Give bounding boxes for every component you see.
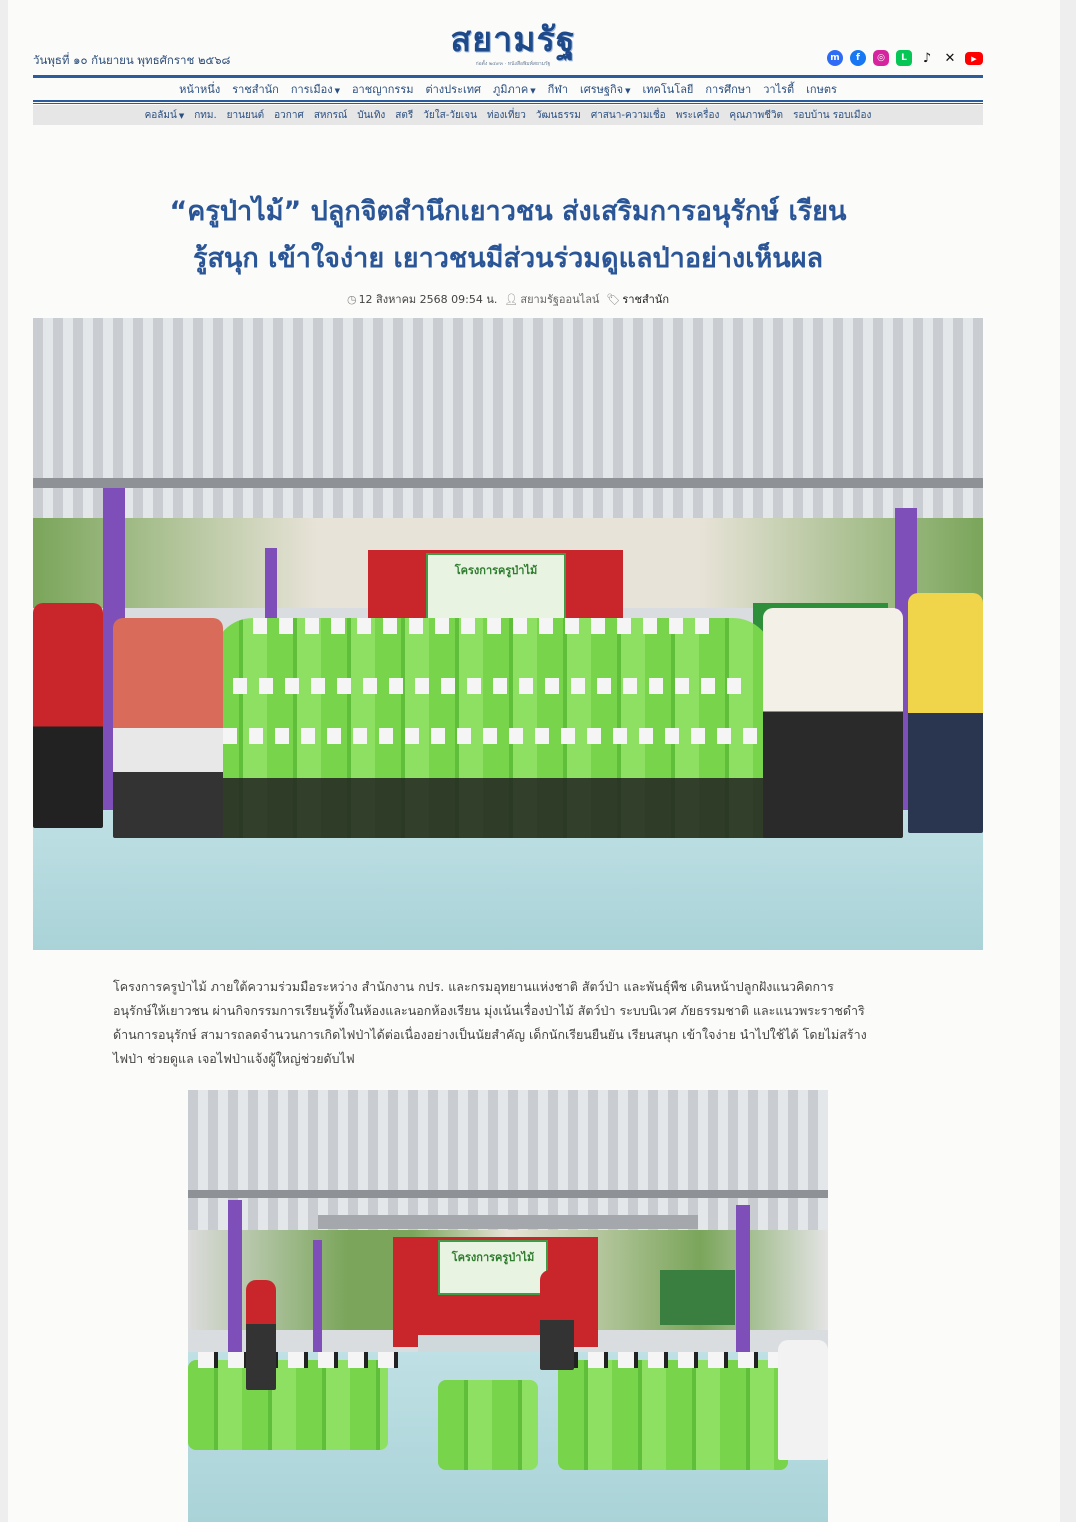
clock-icon: ◷ (346, 293, 357, 306)
primary-nav-item-label: เศรษฐกิจ (580, 83, 624, 96)
secondary-nav-item-label: วัยใส-วัยเจน (423, 109, 477, 121)
article-category[interactable]: ราชสำนัก (622, 293, 670, 306)
secondary-nav-item[interactable] (676, 108, 720, 123)
primary-nav-item-label: ภูมิภาค (492, 83, 529, 96)
secondary-nav-item-label: คุณภาพชีวิต (729, 109, 784, 121)
current-date: วันพุธที่ ๑๐ กันยายน พุทธศักราช ๒๕๖๘ (33, 53, 231, 67)
secondary-nav-item[interactable] (487, 108, 526, 123)
secondary-nav-item[interactable] (729, 108, 783, 123)
secondary-nav-item[interactable] (536, 108, 581, 123)
photo2-banner: โครงการครูป่าไม้ (438, 1240, 548, 1295)
primary-nav-item[interactable] (179, 80, 220, 100)
primary-nav-item[interactable] (580, 80, 630, 100)
secondary-nav-item[interactable] (194, 108, 216, 123)
header-rule-top (33, 75, 983, 78)
secondary-nav-item-label: ยานยนต์ (226, 109, 265, 121)
user-icon: 👤︎ (504, 293, 519, 306)
primary-nav-item-label: ต่างประเทศ (425, 83, 481, 96)
secondary-nav-item[interactable] (423, 108, 477, 123)
primary-nav-item-label: อาชญากรรม (351, 83, 414, 96)
site-header (33, 18, 983, 74)
x-icon[interactable]: ✕ (944, 50, 956, 66)
article-photo-group (33, 318, 983, 950)
article-meta (33, 290, 983, 308)
secondary-nav-item-label: รอบบ้าน รอบเมือง (793, 109, 872, 121)
photo1-banner: โครงการครูป่าไม้ (426, 553, 566, 623)
primary-nav-item[interactable] (352, 80, 414, 100)
secondary-nav-item[interactable] (591, 108, 666, 123)
secondary-nav-item-label: สตรี (395, 109, 414, 121)
secondary-nav-item-label: พระเครื่อง (675, 109, 720, 121)
secondary-nav-item[interactable] (227, 108, 265, 123)
secondary-nav (33, 105, 983, 125)
tag-icon: 🏷︎ (606, 293, 621, 306)
primary-nav-item-label: หน้าหนึ่ง (179, 83, 221, 96)
chevron-down-icon: ▼ (625, 87, 631, 95)
social-links (827, 50, 983, 66)
tiktok-icon[interactable]: ♪ (922, 50, 932, 66)
site-logo[interactable] (428, 20, 598, 76)
article-datetime: 12 สิงหาคม 2568 09:54 น. (358, 293, 498, 306)
youtube-icon[interactable]: ▶ (965, 52, 983, 65)
article-headline (108, 188, 908, 282)
logo-tagline: ก่อตั้ง ๒๔๙๓ · หนังสือพิมพ์สยามรัฐ (475, 61, 551, 67)
instagram-icon[interactable]: ◎ (873, 50, 889, 66)
primary-nav-item-label: เกษตร (806, 83, 837, 96)
primary-nav-item-label: เทคโนโลยี (642, 83, 694, 96)
secondary-nav-item[interactable] (395, 108, 413, 123)
body-line: โครงการครูป่าไม้ ภายใต้ความร่วมมือระหว่าง สำนักงาน กปร. และกรมอุทยานแห่งชาติ สัตว์ป่า และพันธุ์พืช เดินหน้าปลูกฝังแนวคิดการ (113, 979, 834, 994)
secondary-nav-item[interactable] (357, 108, 385, 123)
article-body (113, 975, 903, 1071)
primary-nav-item-label: วาไรตี้ (763, 83, 795, 96)
logo-wordmark: สยามรัฐ (450, 20, 576, 60)
secondary-nav-item-label: วัฒนธรรม (535, 109, 581, 121)
primary-nav-item[interactable] (232, 80, 279, 100)
primary-nav-item[interactable] (493, 80, 536, 100)
primary-nav-item-label: ราชสำนัก (232, 83, 279, 96)
secondary-nav-item-label: อวกาศ (274, 109, 304, 121)
chevron-down-icon: ▼ (530, 87, 536, 95)
chevron-down-icon: ▼ (334, 87, 340, 95)
primary-nav-item[interactable] (806, 80, 837, 100)
primary-nav-item-label: การศึกษา (705, 83, 752, 96)
secondary-nav-item[interactable] (274, 108, 304, 123)
page (8, 0, 1060, 1522)
body-line: ไฟป่า ช่วยดูแล เจอไฟป่าแจ้งผู้ใหญ่ช่วยดับไฟ (113, 1051, 355, 1066)
secondary-nav-item[interactable] (145, 108, 185, 123)
article-photo-classroom (188, 1090, 828, 1522)
primary-nav-item-label: กีฬา (547, 83, 569, 96)
facebook-icon[interactable]: f (850, 50, 866, 66)
body-line: อนุรักษ์ให้เยาวชน ผ่านกิจกรรมการเรียนรู้ทั้งในห้องและนอกห้องเรียน มุ่งเน้นเรื่องป่าไม้ สัตว์ป่า ระบบนิเวศ ภัยธรรมชาติ และแนวพระราชดำริ (113, 1003, 865, 1018)
primary-nav-item[interactable] (705, 80, 751, 100)
messenger-icon[interactable]: m (827, 50, 843, 66)
secondary-nav-item-label: คอลัมน์ (144, 109, 177, 121)
headline-line-1: “ครูป่าไม้” ปลูกจิตสำนึกเยาวชน ส่งเสริมการอนุรักษ์ เรียน (169, 196, 847, 227)
chevron-down-icon: ▼ (178, 111, 185, 120)
primary-nav-item[interactable] (642, 80, 693, 100)
secondary-nav-item-label: สหกรณ์ (313, 109, 348, 121)
secondary-nav-item-label: ท่องเที่ยว (486, 109, 526, 121)
article-author[interactable]: สยามรัฐออนไลน์ (520, 293, 600, 306)
primary-nav-item-label: การเมือง (290, 83, 333, 96)
body-line: ด้านการอนุรักษ์ สามารถลดจำนวนการเกิดไฟป่าได้ต่อเนื่องอย่างเป็นนัยสำคัญ เด็กนักเรียนยืนยัน เรียนสนุก เข้าใจง่าย นำไปใช้ได้ โดยไม่สร้าง (113, 1027, 867, 1042)
primary-nav (33, 80, 983, 100)
secondary-nav-item-label: บันเทิง (357, 109, 386, 121)
line-icon[interactable]: L (896, 50, 912, 66)
primary-nav-item[interactable] (425, 80, 480, 100)
secondary-nav-item[interactable] (793, 108, 871, 123)
primary-nav-item[interactable] (763, 80, 794, 100)
primary-nav-item[interactable] (291, 80, 340, 100)
secondary-nav-item-label: กทม. (194, 109, 217, 121)
primary-nav-item[interactable] (548, 80, 568, 100)
secondary-nav-item[interactable] (314, 108, 347, 123)
headline-line-2: รู้สนุก เข้าใจง่าย เยาวชนมีส่วนร่วมดูแลป่าอย่างเห็นผล (192, 243, 824, 274)
secondary-nav-item-label: ศาสนา-ความเชื่อ (590, 109, 666, 121)
header-rule-middle (33, 100, 983, 104)
